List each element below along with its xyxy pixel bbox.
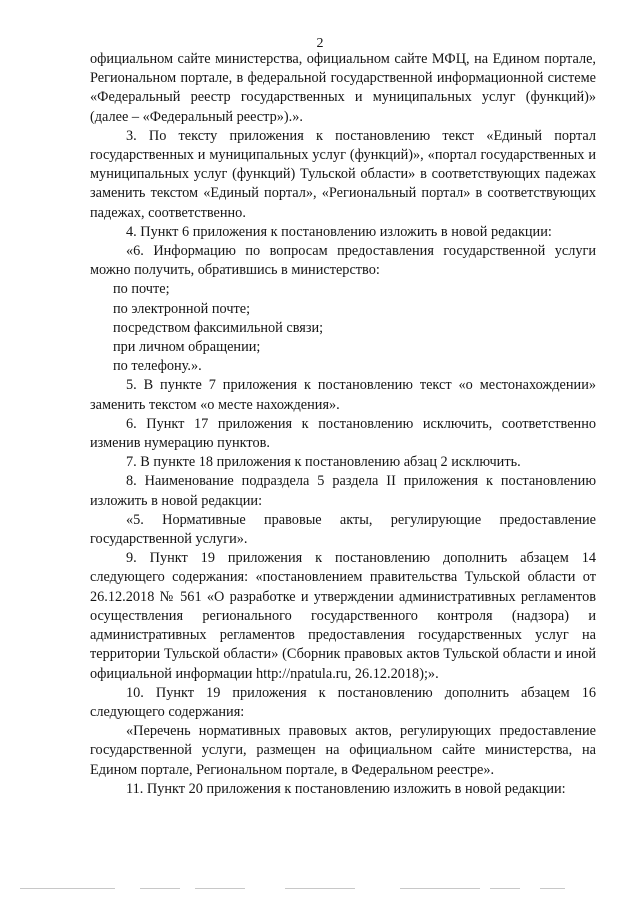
list-item: по телефону.». [113, 358, 202, 375]
list-item: по почте; [113, 281, 170, 298]
paragraph: 6. Пункт 17 приложения к постановлению исключить, соответственно изменив нумерацию пунктов. [90, 415, 596, 452]
paragraph: 7. В пункте 18 приложения к постановлению абзац 2 исключить. [126, 454, 521, 471]
document-body [90, 50, 596, 799]
paragraph: 4. Пункт 6 приложения к постановлению изложить в новой редакции: [126, 223, 552, 240]
paragraph: официальном сайте министерства, официальном сайте МФЦ, на Едином портале, Региональном портале, в федеральной государственной информационной системе «Федеральный реестр государственных и муниципальных услуг (функций)» (далее – «Федеральный реестр»).». [90, 51, 596, 125]
list-item: по электронной почте; [113, 300, 251, 317]
list-item: посредством факсимильной связи; [113, 319, 324, 336]
list-item: при личном обращении; [113, 339, 261, 356]
paragraph: 9. Пункт 19 приложения к постановлению дополнить абзацем 14 следующего содержания: «постановлением правительства Тульской области от 26.12.2018 № 561 «О разработке и утверждении административных регламентов осуществления регионального государственного контроля (надзора) и административных регламентов предоставления государственных услуг на территории Тульской области» (Сборник правовых актов Тульской области и иной официальной информации http://npatula.ru, 26.12.2018);». [90, 550, 596, 682]
paragraph: «6. Информацию по вопросам предоставления государственной услуги можно получить, обратившись в министерство: [90, 243, 596, 279]
paragraph: 3. По тексту приложения к постановлению текст «Единый портал государственных и муниципальных услуг (функций)», «портал государственных и муниципальных услуг (функций) Тульской области» в соответствующих падежах заменить текстом «Единый портал», «Региональный портал» в соответствующих падежах, соответственно. [90, 127, 596, 221]
page-number: 2 [316, 36, 324, 51]
paragraph: 11. Пункт 20 приложения к постановлению изложить в новой редакции: [126, 780, 566, 797]
scan-edge-artifact [0, 886, 640, 892]
paragraph: 5. В пункте 7 приложения к постановлению текст «о местонахождении» заменить текстом «о месте нахождения». [90, 377, 596, 413]
paragraph: 10. Пункт 19 приложения к постановлению дополнить абзацем 16 следующего содержания: [90, 684, 596, 720]
paragraph: «Перечень нормативных правовых актов, регулирующих предоставление государственной услуги, размещен на официальном сайте министерства, на Едином портале, Региональном портале, в Федеральном реестре». [90, 723, 596, 778]
paragraph: 8. Наименование подраздела 5 раздела II приложения к постановлению изложить в новой редакции: [90, 473, 596, 509]
paragraph: «5. Нормативные правовые акты, регулирующие предоставление государственной услуги». [90, 511, 596, 548]
